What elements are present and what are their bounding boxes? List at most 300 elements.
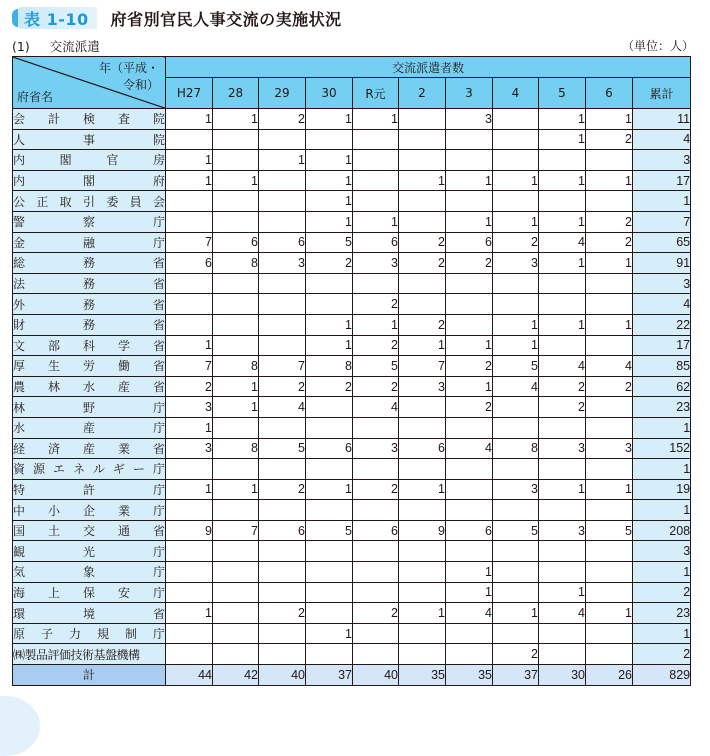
value-cell — [586, 397, 633, 418]
value-cell — [213, 582, 259, 603]
unit-label: （単位：人） — [621, 39, 694, 53]
value-cell — [166, 211, 213, 232]
cumulative-cell: 22 — [633, 314, 691, 335]
value-cell: 1 — [586, 170, 633, 191]
value-cell — [586, 623, 633, 644]
value-cell — [306, 541, 353, 562]
ministry-name: 内 閣 官 房 — [13, 150, 166, 171]
table-row — [13, 479, 691, 500]
value-cell — [399, 150, 446, 171]
table-row — [13, 397, 691, 418]
value-cell — [446, 459, 493, 480]
value-cell: 3 — [446, 109, 493, 130]
table-row — [13, 150, 691, 171]
value-cell — [539, 541, 586, 562]
cumulative-cell: 62 — [633, 376, 691, 397]
value-cell: 2 — [493, 644, 539, 665]
value-cell — [259, 191, 306, 212]
value-cell — [399, 294, 446, 315]
value-cell: 1 — [353, 211, 399, 232]
ministry-name: 水 産 庁 — [13, 417, 166, 438]
table-row — [13, 335, 691, 356]
value-cell: 1 — [306, 191, 353, 212]
total-value-cell: 30 — [539, 665, 586, 686]
value-cell: 1 — [586, 109, 633, 130]
table-row — [13, 109, 691, 130]
value-cell: 1 — [539, 314, 586, 335]
value-cell: 1 — [166, 170, 213, 191]
value-cell: 1 — [539, 109, 586, 130]
value-cell: 9 — [399, 520, 446, 541]
value-cell — [586, 459, 633, 480]
value-cell: 6 — [446, 520, 493, 541]
value-cell — [166, 582, 213, 603]
ministry-name: 観 光 庁 — [13, 541, 166, 562]
table-row — [13, 438, 691, 459]
value-cell — [166, 191, 213, 212]
total-value-cell: 35 — [399, 665, 446, 686]
table-row — [13, 273, 691, 294]
value-cell — [353, 562, 399, 583]
corner-header — [13, 57, 166, 109]
value-cell: 1 — [306, 479, 353, 500]
table-row — [13, 129, 691, 150]
table-row — [13, 294, 691, 315]
value-cell — [493, 191, 539, 212]
value-cell — [446, 541, 493, 562]
value-cell: 3 — [353, 253, 399, 274]
value-cell: 1 — [306, 109, 353, 130]
value-cell: 1 — [539, 170, 586, 191]
cumulative-cell: 1 — [633, 500, 691, 521]
value-cell: 1 — [306, 170, 353, 191]
value-cell — [213, 273, 259, 294]
value-cell — [166, 623, 213, 644]
value-cell — [306, 294, 353, 315]
value-cell: 1 — [213, 376, 259, 397]
value-cell — [446, 294, 493, 315]
value-cell — [539, 191, 586, 212]
column-header-5: 2 — [399, 78, 446, 109]
total-value-cell: 26 — [586, 665, 633, 686]
total-value-cell: 35 — [446, 665, 493, 686]
value-cell — [446, 273, 493, 294]
table-row — [13, 520, 691, 541]
cumulative-cell: 1 — [633, 191, 691, 212]
value-cell — [399, 417, 446, 438]
section-number: (1) — [12, 39, 30, 54]
value-cell: 8 — [213, 356, 259, 377]
value-cell — [493, 500, 539, 521]
value-cell: 4 — [446, 603, 493, 624]
value-cell — [539, 417, 586, 438]
cumulative-cell: 23 — [633, 603, 691, 624]
cumulative-cell: 11 — [633, 109, 691, 130]
value-cell: 1 — [306, 211, 353, 232]
value-cell: 2 — [353, 479, 399, 500]
column-header-7: 4 — [493, 78, 539, 109]
ministry-name: 文 部 科 学 省 — [13, 335, 166, 356]
value-cell — [259, 170, 306, 191]
exchange-table — [12, 56, 691, 686]
value-cell: 2 — [259, 603, 306, 624]
value-cell — [213, 150, 259, 171]
value-cell — [213, 191, 259, 212]
cumulative-cell: 2 — [633, 644, 691, 665]
value-cell: 3 — [493, 479, 539, 500]
value-cell: 1 — [213, 479, 259, 500]
value-cell: 5 — [493, 356, 539, 377]
value-cell: 1 — [353, 109, 399, 130]
value-cell — [539, 623, 586, 644]
value-cell: 8 — [493, 438, 539, 459]
value-cell: 3 — [353, 438, 399, 459]
ministry-name: 林 野 庁 — [13, 397, 166, 418]
value-cell: 6 — [399, 438, 446, 459]
total-value-cell: 42 — [213, 665, 259, 686]
value-cell: 2 — [306, 376, 353, 397]
table-row — [13, 253, 691, 274]
value-cell — [259, 623, 306, 644]
ministry-name: 特 許 庁 — [13, 479, 166, 500]
value-cell: 1 — [539, 129, 586, 150]
value-cell — [539, 335, 586, 356]
ministry-name: 金 融 庁 — [13, 232, 166, 253]
total-value-cell: 37 — [493, 665, 539, 686]
value-cell: 1 — [539, 479, 586, 500]
table-row — [13, 170, 691, 191]
value-cell: 1 — [166, 479, 213, 500]
section-subtitle — [12, 37, 100, 55]
value-cell: 1 — [539, 582, 586, 603]
ministry-name: 外 務 省 — [13, 294, 166, 315]
value-cell — [259, 500, 306, 521]
value-cell: 4 — [259, 397, 306, 418]
value-cell: 1 — [306, 150, 353, 171]
cumulative-cell: 3 — [633, 273, 691, 294]
corner-name-label: 府省名 — [17, 90, 54, 104]
value-cell: 1 — [539, 211, 586, 232]
cumulative-cell: 152 — [633, 438, 691, 459]
value-cell: 1 — [493, 211, 539, 232]
cumulative-cell: 19 — [633, 479, 691, 500]
value-cell: 2 — [353, 294, 399, 315]
value-cell: 1 — [586, 314, 633, 335]
value-cell: 1 — [446, 376, 493, 397]
ministry-name: 会 計 検 査 院 — [13, 109, 166, 130]
value-cell — [306, 417, 353, 438]
value-cell: 2 — [259, 109, 306, 130]
cumulative-cell: 3 — [633, 541, 691, 562]
grand-total-cell: 829 — [633, 665, 691, 686]
value-cell — [353, 150, 399, 171]
value-cell: 7 — [259, 356, 306, 377]
ministry-name: 総 務 省 — [13, 253, 166, 274]
value-cell — [353, 644, 399, 665]
column-header-8: 5 — [539, 78, 586, 109]
value-cell — [586, 417, 633, 438]
value-cell: 1 — [446, 170, 493, 191]
value-cell — [539, 150, 586, 171]
value-cell: 1 — [213, 109, 259, 130]
ministry-name: 内 閣 府 — [13, 170, 166, 191]
table-row — [13, 603, 691, 624]
total-value-cell: 40 — [259, 665, 306, 686]
value-cell — [446, 479, 493, 500]
value-cell: 2 — [353, 603, 399, 624]
value-cell — [166, 500, 213, 521]
value-cell — [353, 273, 399, 294]
table-row — [13, 500, 691, 521]
column-header-0: H27 — [166, 78, 213, 109]
value-cell: 4 — [446, 438, 493, 459]
value-cell: 1 — [399, 170, 446, 191]
ministry-name: 農 林 水 産 省 — [13, 376, 166, 397]
value-cell — [446, 623, 493, 644]
value-cell — [306, 459, 353, 480]
value-cell — [586, 335, 633, 356]
value-cell — [493, 109, 539, 130]
table-number: 表 1-10 — [24, 9, 89, 29]
ministry-name: 気 象 庁 — [13, 562, 166, 583]
value-cell — [399, 541, 446, 562]
column-header-6: 3 — [446, 78, 493, 109]
value-cell — [493, 623, 539, 644]
title-row — [12, 6, 342, 30]
value-cell: 6 — [353, 520, 399, 541]
value-cell — [493, 459, 539, 480]
value-cell — [166, 314, 213, 335]
value-cell: 1 — [446, 335, 493, 356]
value-cell — [493, 582, 539, 603]
value-cell — [399, 459, 446, 480]
value-cell — [213, 500, 259, 521]
column-header-1: 28 — [213, 78, 259, 109]
value-cell — [586, 294, 633, 315]
value-cell — [493, 129, 539, 150]
value-cell — [493, 294, 539, 315]
value-cell — [166, 562, 213, 583]
value-cell: 2 — [446, 253, 493, 274]
ministry-name: 原 子 力 規 制 庁 — [13, 623, 166, 644]
value-cell — [166, 294, 213, 315]
value-cell: 3 — [493, 253, 539, 274]
value-cell — [259, 459, 306, 480]
value-cell: 2 — [259, 479, 306, 500]
value-cell — [399, 562, 446, 583]
ministry-name: 国 土 交 通 省 — [13, 520, 166, 541]
ministry-name: 公 正 取 引 委 員 会 — [13, 191, 166, 212]
value-cell — [493, 541, 539, 562]
value-cell — [353, 500, 399, 521]
value-cell — [213, 459, 259, 480]
value-cell: 2 — [586, 129, 633, 150]
value-cell — [166, 129, 213, 150]
value-cell: 2 — [539, 376, 586, 397]
value-cell: 1 — [493, 314, 539, 335]
value-cell: 1 — [493, 170, 539, 191]
corner-year-label: 年（平成・ 令和） — [98, 61, 159, 92]
value-cell — [586, 582, 633, 603]
table-row — [13, 376, 691, 397]
value-cell — [399, 129, 446, 150]
value-cell: 7 — [399, 356, 446, 377]
table-row — [13, 211, 691, 232]
value-cell — [213, 562, 259, 583]
value-cell: 1 — [353, 314, 399, 335]
value-cell: 4 — [493, 376, 539, 397]
value-cell — [399, 582, 446, 603]
ministry-name: 人 事 院 — [13, 129, 166, 150]
cumulative-cell: 1 — [633, 459, 691, 480]
total-value-cell: 37 — [306, 665, 353, 686]
value-cell — [539, 459, 586, 480]
value-cell — [213, 294, 259, 315]
value-cell — [399, 623, 446, 644]
value-cell: 2 — [399, 232, 446, 253]
value-cell — [493, 417, 539, 438]
cumulative-cell: 1 — [633, 623, 691, 644]
value-cell: 1 — [586, 253, 633, 274]
table-number-badge — [12, 7, 97, 29]
value-cell — [446, 129, 493, 150]
value-cell — [353, 191, 399, 212]
value-cell — [306, 603, 353, 624]
value-cell — [493, 273, 539, 294]
value-cell: 2 — [586, 376, 633, 397]
value-cell — [259, 335, 306, 356]
value-cell: 2 — [166, 376, 213, 397]
value-cell: 3 — [399, 376, 446, 397]
value-cell — [306, 562, 353, 583]
value-cell: 1 — [586, 603, 633, 624]
value-cell — [213, 623, 259, 644]
value-cell: 1 — [306, 335, 353, 356]
value-cell: 2 — [586, 211, 633, 232]
value-cell: 5 — [306, 232, 353, 253]
value-cell — [586, 500, 633, 521]
cumulative-cell: 1 — [633, 417, 691, 438]
total-value-cell: 44 — [166, 665, 213, 686]
column-header-2: 29 — [259, 78, 306, 109]
value-cell: 1 — [399, 603, 446, 624]
value-cell: 2 — [353, 335, 399, 356]
value-cell: 3 — [166, 438, 213, 459]
value-cell: 1 — [446, 582, 493, 603]
value-cell: 4 — [539, 356, 586, 377]
value-cell: 2 — [306, 253, 353, 274]
value-cell: 3 — [166, 397, 213, 418]
value-cell — [353, 459, 399, 480]
value-cell — [259, 129, 306, 150]
value-cell: 1 — [399, 335, 446, 356]
value-cell: 8 — [213, 438, 259, 459]
value-cell — [259, 273, 306, 294]
value-cell: 9 — [166, 520, 213, 541]
value-cell — [306, 273, 353, 294]
value-cell: 1 — [213, 397, 259, 418]
value-cell: 1 — [586, 479, 633, 500]
value-cell — [539, 294, 586, 315]
table-row — [13, 562, 691, 583]
value-cell — [539, 562, 586, 583]
value-cell: 8 — [213, 253, 259, 274]
value-cell — [446, 191, 493, 212]
column-header-4: R元 — [353, 78, 399, 109]
value-cell — [166, 644, 213, 665]
value-cell — [586, 562, 633, 583]
value-cell: 1 — [166, 335, 213, 356]
value-cell — [539, 500, 586, 521]
value-cell — [353, 170, 399, 191]
value-cell: 1 — [446, 211, 493, 232]
value-cell — [586, 191, 633, 212]
value-cell: 6 — [306, 438, 353, 459]
value-cell: 5 — [586, 520, 633, 541]
value-cell — [446, 150, 493, 171]
cumulative-cell: 4 — [633, 294, 691, 315]
table-row — [13, 356, 691, 377]
value-cell — [306, 129, 353, 150]
value-cell: 6 — [259, 520, 306, 541]
page-title: 府省別官民人事交流の実施状況 — [110, 9, 342, 29]
cumulative-cell: 2 — [633, 582, 691, 603]
ministry-name: 経 済 産 業 省 — [13, 438, 166, 459]
value-cell: 1 — [539, 253, 586, 274]
value-cell: 1 — [166, 109, 213, 130]
cumulative-cell: 17 — [633, 170, 691, 191]
value-cell — [586, 273, 633, 294]
value-cell: 1 — [166, 417, 213, 438]
value-cell — [399, 273, 446, 294]
ministry-name: 法 務 省 — [13, 273, 166, 294]
ministry-name: 環 境 省 — [13, 603, 166, 624]
value-cell: 1 — [306, 314, 353, 335]
value-cell — [306, 582, 353, 603]
value-cell — [259, 211, 306, 232]
value-cell — [493, 150, 539, 171]
value-cell — [399, 644, 446, 665]
value-cell — [259, 541, 306, 562]
value-cell — [353, 623, 399, 644]
value-cell: 1 — [446, 562, 493, 583]
value-cell — [586, 644, 633, 665]
value-cell: 6 — [446, 232, 493, 253]
cumulative-cell: 3 — [633, 150, 691, 171]
value-cell — [166, 459, 213, 480]
table-row — [13, 623, 691, 644]
column-header-3: 30 — [306, 78, 353, 109]
section-title: 交流派遣 — [49, 39, 100, 54]
value-cell: 2 — [259, 376, 306, 397]
value-cell — [213, 644, 259, 665]
value-cell: 1 — [493, 603, 539, 624]
cumulative-cell: 65 — [633, 232, 691, 253]
table-row — [13, 582, 691, 603]
value-cell: 1 — [166, 150, 213, 171]
value-cell — [213, 335, 259, 356]
total-label: 計 — [13, 665, 166, 686]
value-cell: 7 — [166, 232, 213, 253]
value-cell: 8 — [306, 356, 353, 377]
table-row — [13, 541, 691, 562]
value-cell — [493, 562, 539, 583]
value-cell: 2 — [586, 232, 633, 253]
value-cell — [399, 191, 446, 212]
cumulative-cell: 1 — [633, 562, 691, 583]
value-cell — [446, 500, 493, 521]
value-cell: 6 — [166, 253, 213, 274]
